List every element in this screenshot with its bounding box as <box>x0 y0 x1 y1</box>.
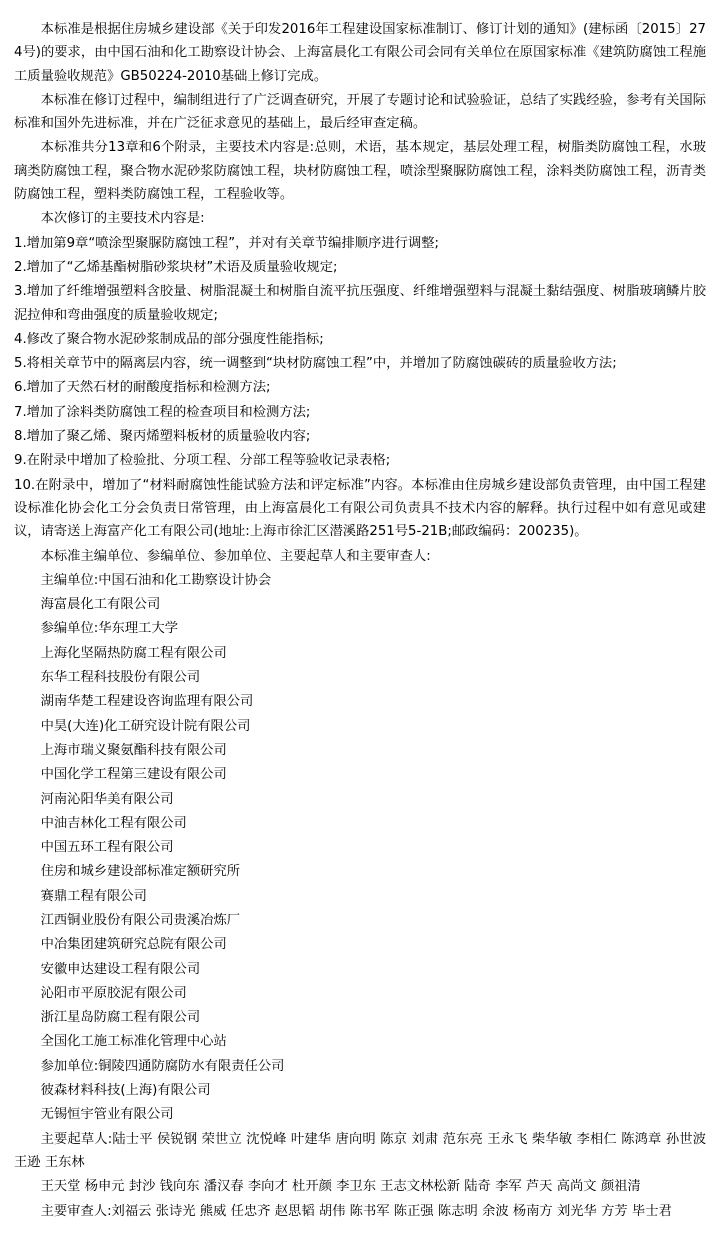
document-paragraph: 本标准是根据住房城乡建设部《关于印发2016年工程建设国家标准制订、修订计划的通知》(建标函〔2015〕274号)的要求，由中国石油和化工勘察设计协会、上海富晨化工有限公司会同有关单位在原国家标准《建筑防腐蚀工程施工质量验收规范》GB50224-2010基础上修订完成。 <box>14 22 706 84</box>
document-paragraph: 10.在附录中，增加了“材料耐腐蚀性能试验方法和评定标准”内容。本标准由住房城乡建设部负责管理，由中国工程建设标准化协会化工分会负责日常管理，由上海富晨化工有限公司负责具不技术内容的解释。执行过程中如有意见或建议，请寄送上海富产化工有限公司(地址:上海市徐汇区潜溪路251号5-21B;邮政编码：200235)。 <box>14 477 706 540</box>
document-paragraph: 全国化工施工标准化管理中心站 <box>40 1034 227 1050</box>
document-paragraph: 4.修改了聚合物水泥砂浆制成品的部分强度性能指标; <box>14 331 324 347</box>
document-paragraph: 安徽申达建设工程有限公司 <box>40 961 201 977</box>
document-paragraph: 中国化学工程第三建设有限公司 <box>40 767 227 783</box>
document-paragraph: 主要审查人:刘福云 张诗光 熊威 任忠齐 赵思韬 胡伟 陈书军 陈正强 陈志明 余波 杨南方 刘光华 方芳 毕士君 <box>40 1203 672 1219</box>
document-paragraph: 海富晨化工有限公司 <box>40 597 161 613</box>
document-paragraph: 8.增加了聚乙烯、聚丙烯塑料板材的质量验收内容; <box>14 429 311 445</box>
document-paragraph: 赛鼎工程有限公司 <box>40 888 147 904</box>
document-paragraph: 参编单位:华东理工大学 <box>40 621 179 637</box>
document-paragraph: 河南沁阳华美有限公司 <box>40 791 174 807</box>
document-paragraph: 中冶集团建筑研究总院有限公司 <box>40 937 227 953</box>
document-paragraph: 东华工程科技股份有限公司 <box>40 670 201 686</box>
document-paragraph: 5.将相关章节中的隔离层内容，统一调整到“块材防腐蚀工程”中，并增加了防腐蚀碳砖的质量验收方法; <box>14 356 617 372</box>
document-paragraph: 9.在附录中增加了检验批、分项工程、分部工程等验收记录表格; <box>14 453 391 469</box>
document-paragraph: 中国五环工程有限公司 <box>40 840 174 856</box>
document-paragraph: 中油吉林化工程有限公司 <box>40 815 187 831</box>
document-paragraph: 7.增加了涂料类防腐蚀工程的检查项目和检测方法; <box>14 404 311 420</box>
document-paragraph: 住房和城乡建设部标准定额研究所 <box>40 864 241 880</box>
document-paragraph: 本标准共分13章和6个附录，主要技术内容是:总则，术语，基本规定，基层处理工程，树脂类防腐蚀工程，水玻璃类防腐蚀工程，聚合物水泥砂浆防腐蚀工程，块材防腐蚀工程，喷涂型聚脲防腐蚀工程，涂料类防腐蚀工程，沥青类防腐蚀工程，塑料类防腐蚀工程，工程验收等。 <box>14 140 706 203</box>
document-paragraph: 主编单位:中国石油和化工勘察设计协会 <box>40 572 272 588</box>
document-paragraph: 湖南华楚工程建设咨询监理有限公司 <box>40 694 254 710</box>
document-paragraph: 上海化坚隔热防腐工程有限公司 <box>40 645 227 661</box>
document-paragraph: 本标准主编单位、参编单位、参加单位、主要起草人和主要审查人: <box>40 548 431 564</box>
document-paragraph: 中昊(大连)化工研究设计院有限公司 <box>40 718 251 734</box>
document-paragraph: 本标准在修订过程中，编制组进行了广泛调查研究，开展了专题讨论和试验验证，总结了实践经验，参考有关国际标准和国外先进标准，并在广泛征求意见的基础上，最后经审查定稿。 <box>14 92 706 132</box>
document-body <box>14 18 706 1223</box>
document-paragraph: 王天堂 杨申元 封沙 钱向东 潘汉春 李向才 杜开颜 李卫东 王志文林松新 陆奇 李军 芦天 高尚文 颜祖清 <box>40 1179 641 1195</box>
document-paragraph: 6.增加了天然石材的耐酸度指标和检测方法; <box>14 380 271 396</box>
document-paragraph: 1.增加第9章“喷涂型聚脲防腐蚀工程”，并对有关章节编排顺序进行调整; <box>14 235 440 251</box>
document-paragraph: 本次修订的主要技术内容是: <box>40 211 205 227</box>
document-paragraph: 彼森材料科技(上海)有限公司 <box>40 1083 211 1099</box>
document-paragraph: 浙江星岛防腐工程有限公司 <box>40 1010 201 1026</box>
document-paragraph: 3.增加了纤维增强塑料含胶量、树脂混凝土和树脂自流平抗压强度、纤维增强塑料与混凝土黏结强度、树脂玻璃鳞片胶泥拉伸和弯曲强度的质量验收规定; <box>14 284 706 323</box>
document-paragraph: 沁阳市平原胶泥有限公司 <box>40 985 187 1001</box>
document-paragraph: 江西铜业股份有限公司贵溪冶炼厂 <box>40 912 241 928</box>
document-paragraph: 无锡恒宇管业有限公司 <box>40 1107 174 1123</box>
document-paragraph: 上海市瑞义聚氨酯科技有限公司 <box>40 742 227 758</box>
document-paragraph: 主要起草人:陆士平 侯锐钢 荣世立 沈悦峰 叶建华 唐向明 陈京 刘肃 范东亮 王永飞 柴华敏 李相仁 陈鸿章 孙世波 王逊 王东林 <box>14 1131 706 1170</box>
document-paragraph: 2.增加了“乙烯基酯树脂砂浆块材”术语及质量验收规定; <box>14 259 338 275</box>
document-paragraph: 参加单位:铜陵四通防腐防水有限责任公司 <box>40 1058 285 1074</box>
